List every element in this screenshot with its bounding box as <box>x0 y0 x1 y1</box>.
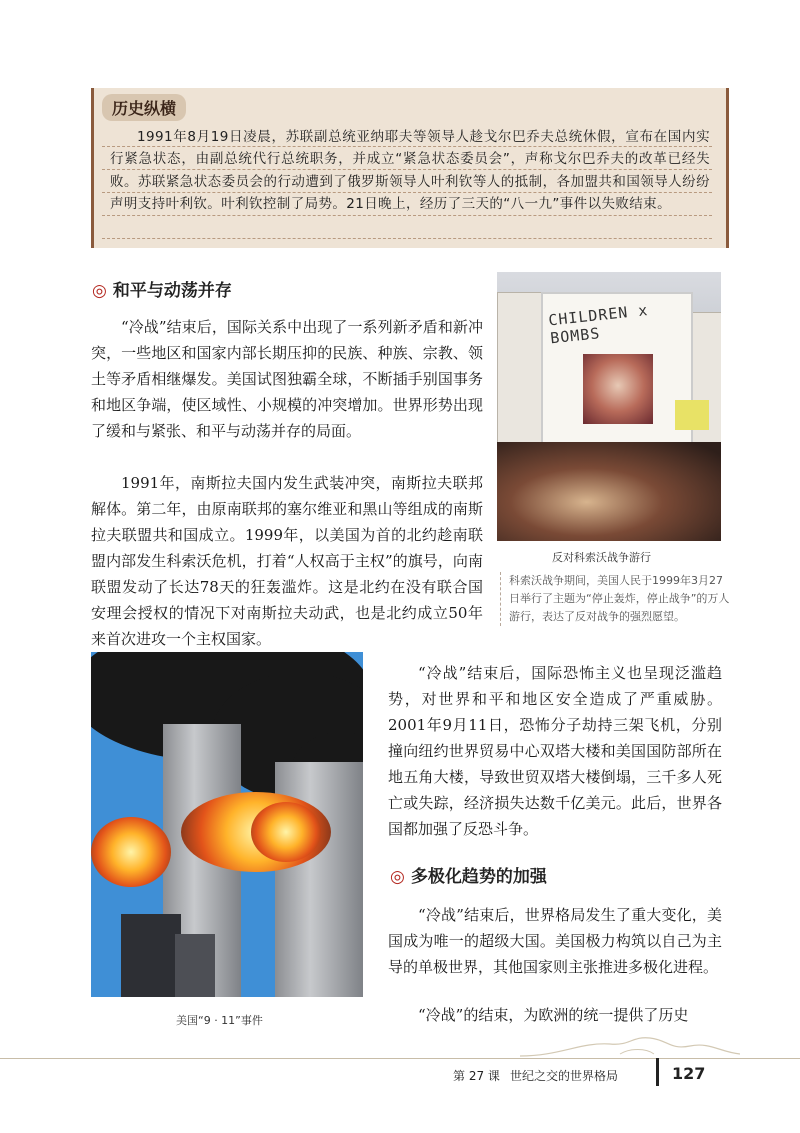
section-heading-multipolarity <box>390 862 547 887</box>
paragraph-multipolarity: “冷战”结束后，世界格局发生了重大变化，美国成为唯一的超级大国。美国极力构筑以自己为主导的单极世界，其他国家则主张推进多极化进程。 <box>388 906 722 976</box>
sidebar-text: 1991年8月19日凌晨，苏联副总统亚纳耶夫等领导人趁戈尔巴乔夫总统休假，宣布在国内实行紧急状态，由副总统代行总统职务，并成立“紧急状态委员会”，声称戈尔巴乔夫的改革已经失败。苏联紧急状态委员会的行动遭到了俄罗斯领导人叶利钦等人的抵制，各加盟共和国领导人纷纷声明支持叶利钦。叶利钦控制了局势。21日晚上，经历了三天的“八一九”事件以失败结束。 <box>110 129 710 212</box>
figure2-caption: 美国“9 · 11”事件 <box>176 1014 263 1027</box>
page-number: 127 <box>672 1064 706 1083</box>
paragraph-cold-war-conflicts: “冷战”结束后，国际关系中出现了一系列新矛盾和新冲突，一些地区和国家内部长期压抑的民族、种族、宗教、领土等矛盾相继爆发。美国试图独霸全球，不断插手别国事务和地区争端，使区域性、小规模的冲突增加。世界形势出现了缓和与紧张、和平与动荡并存的局面。 <box>91 318 483 440</box>
section-heading-peace <box>92 276 232 301</box>
section-heading-text: 和平与动荡并存 <box>112 281 232 301</box>
crowd <box>497 442 721 541</box>
paragraph-yugoslavia: 1991年，南斯拉夫国内发生武装冲突，南斯拉夫联邦解体。第二年，由原南联邦的塞尔维亚和黑山等组成的南斯拉夫联盟共和国成立。1999年，以美国为首的北约趁南联盟内部发生科索沃危机，打着“人权高于主权”的旗号，向南联盟发动了长达78天的狂轰滥炸。这是北约在没有联合国安理会授权的情况下对南斯拉夫动武，也是北约成立50年来首次进攻一个主权国家。 <box>91 474 483 648</box>
history-sidebar-box <box>91 88 729 248</box>
child-photo <box>583 354 653 424</box>
paragraph-terrorism: “冷战”结束后，国际恐怖主义也呈现泛滥趋势，对世界和平和地区安全造成了严重威胁。2001年9月11日，恐怖分子劫持三架飞机，分别撞向纽约世界贸易中心双塔大楼和美国国防部所在地五角大楼，导致世贸双塔大楼倒塌，三千多人死亡或失踪，经济损失达数千亿美元。此后，世界各国都加强了反恐斗争。 <box>388 664 722 838</box>
section-bullet-icon: ◎ <box>390 867 405 887</box>
paragraph-europe: “冷战”的结束，为欧洲的统一提供了历史 <box>418 1006 689 1024</box>
footer-lesson: 第 27 课 <box>453 1069 500 1083</box>
sidebar-title: 历史纵横 <box>102 94 186 121</box>
figure1-note: 科索沃战争期间，美国人民于1999年3月27日举行了主题为“停止轰炸，停止战争”的万人游行，表达了反对战争的强烈愿望。 <box>500 572 731 626</box>
page-number-bar <box>656 1058 659 1086</box>
september-11-photo <box>91 652 363 997</box>
figure1-caption: 反对科索沃战争游行 <box>552 551 651 564</box>
protest-photo <box>497 272 721 541</box>
section-heading-text: 多极化趋势的加强 <box>410 867 547 887</box>
section-bullet-icon: ◎ <box>92 281 107 301</box>
cloud-ornament <box>520 1032 740 1058</box>
footer-divider <box>0 1058 800 1059</box>
sign-text: CHILDREN x BOMBS <box>547 301 650 348</box>
footer-title: 世纪之交的世界格局 <box>510 1069 619 1083</box>
